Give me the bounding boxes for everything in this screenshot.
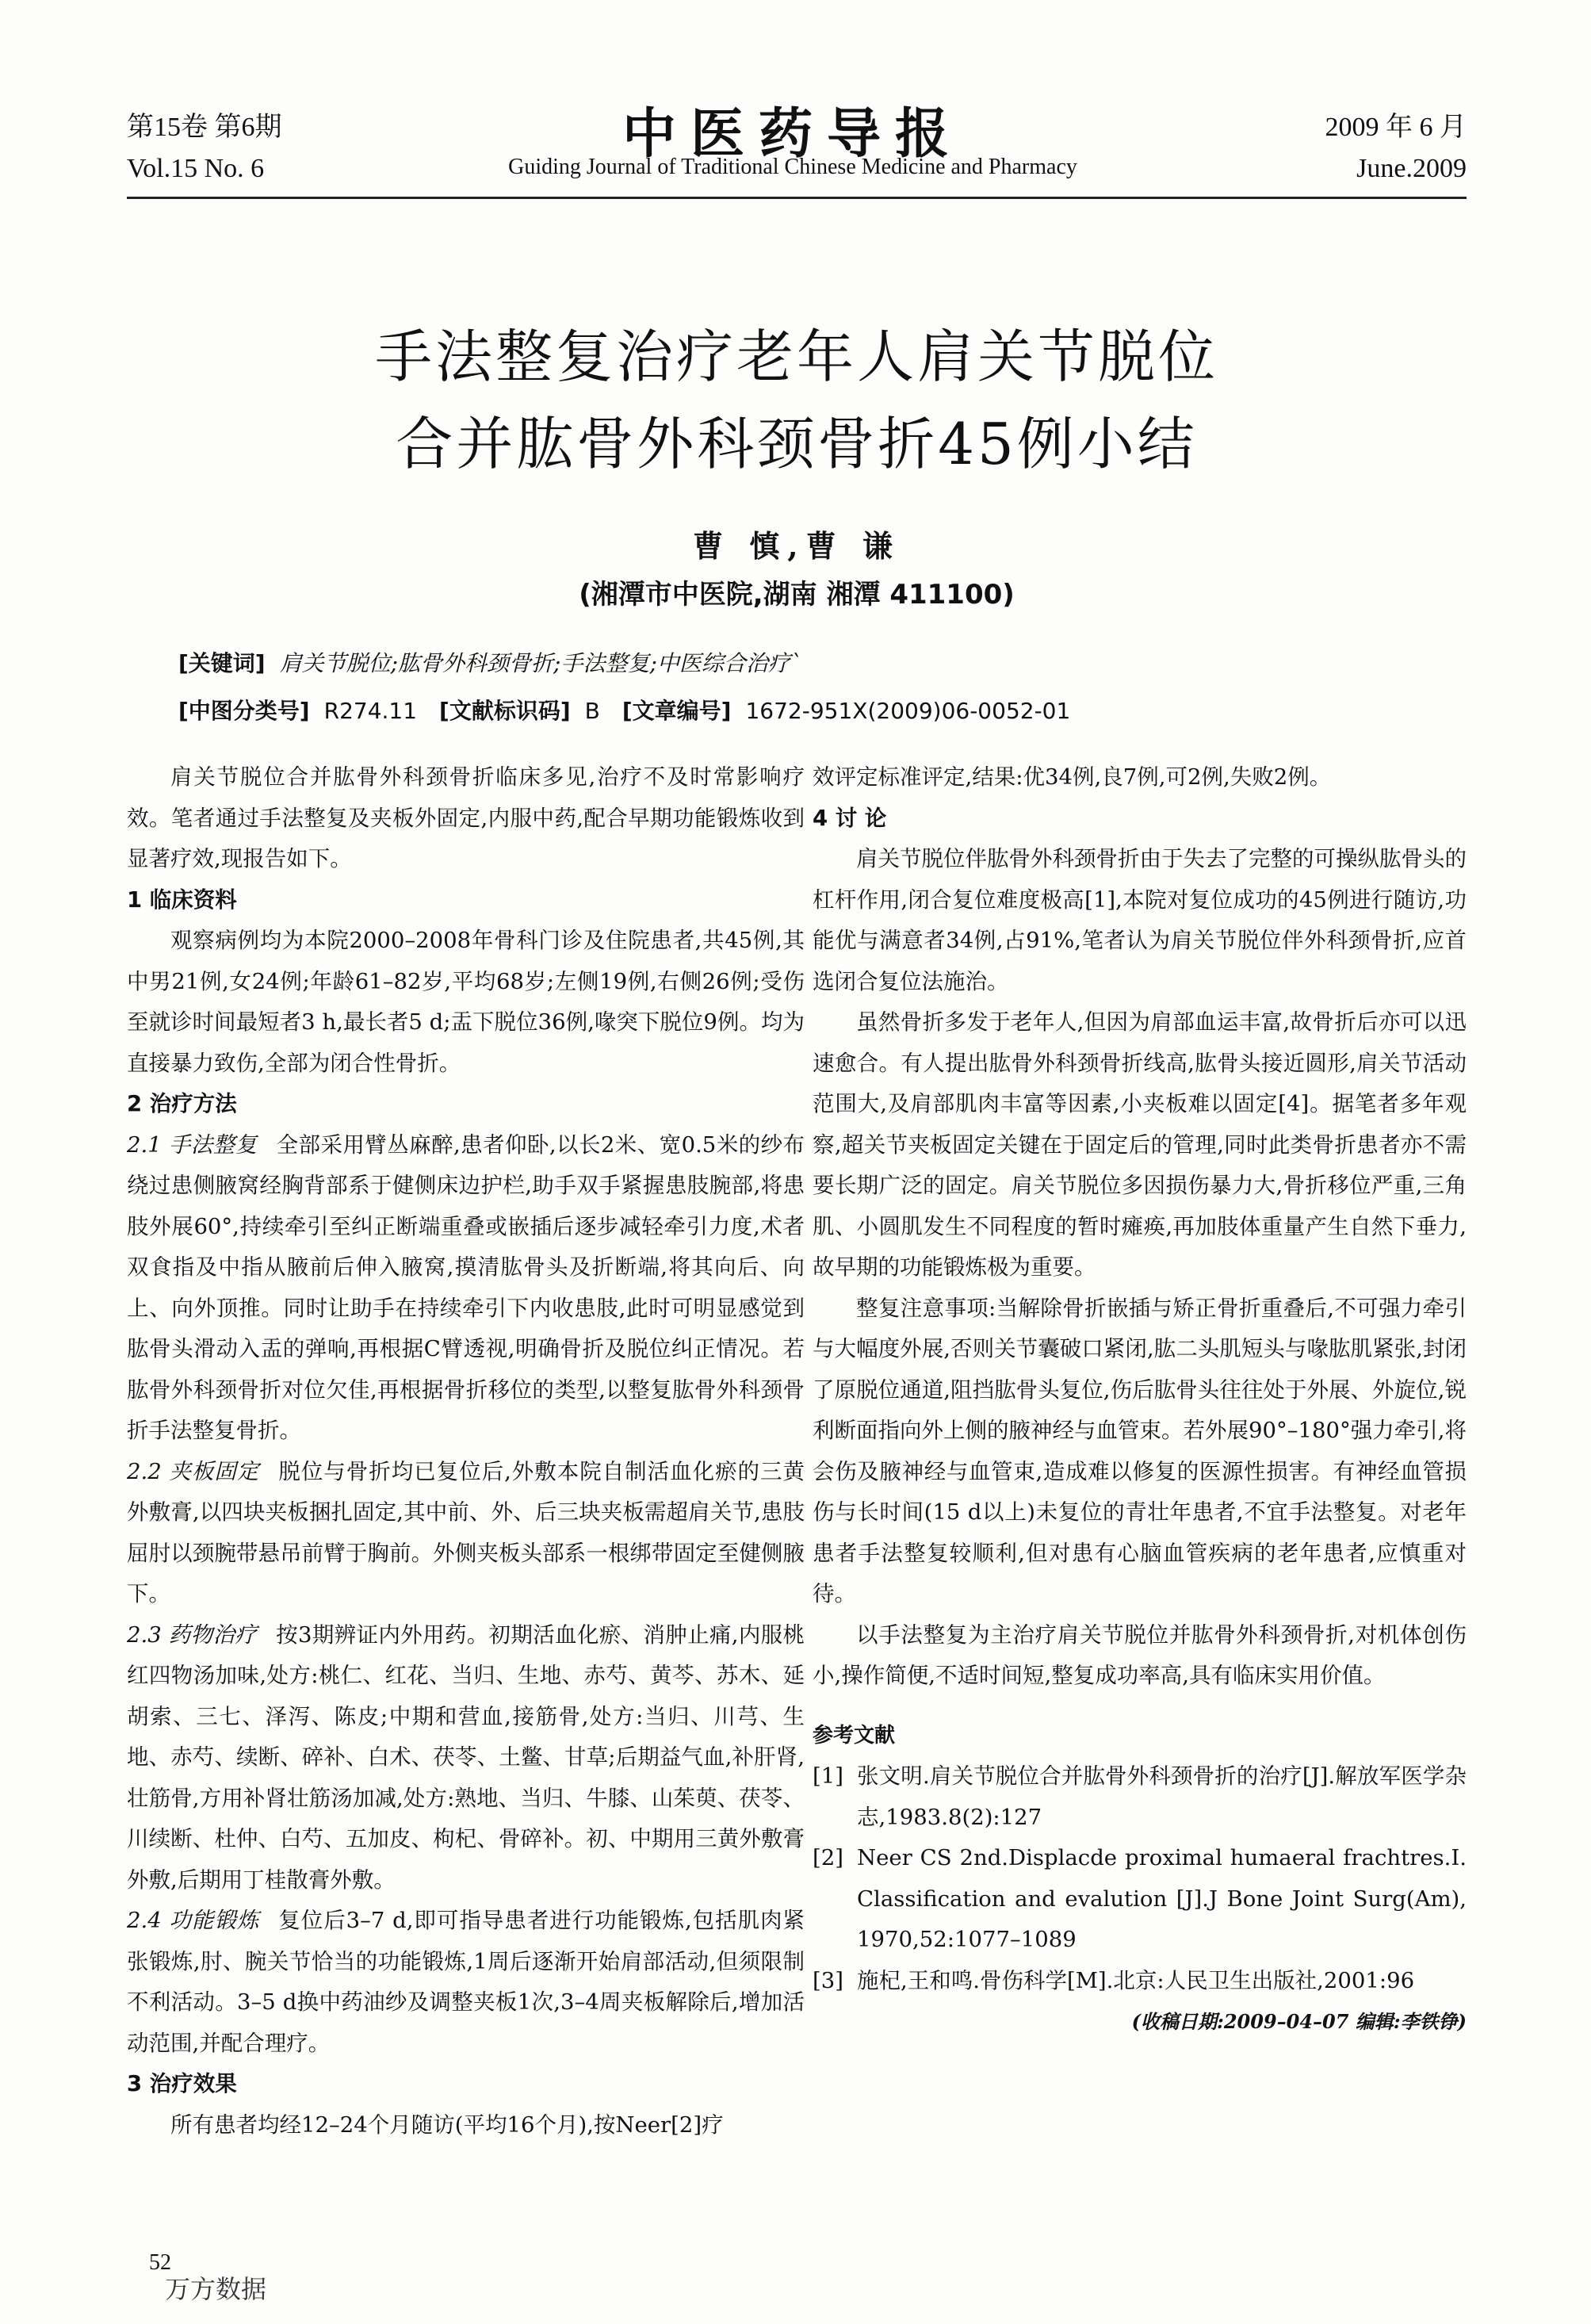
- volume-issue-en: Vol.15 No. 6: [127, 154, 265, 183]
- clc-label: [中图分类号]: [178, 698, 310, 724]
- subsection-2-2: [127, 1452, 805, 1615]
- subsection-label: 2.2 夹板固定: [127, 1458, 260, 1484]
- discussion-paragraph: 整复注意事项:当解除骨折嵌插与矫正骨折重叠后,不可强力牵引与大幅度外展,否则关节囊破口紧闭,肱二头肌短头与喙肱肌紧张,封闭了原脱位通道,阻挡肱骨头复位,伤后肱骨头往往处于外展、外旋位,锐利断面指向外上侧的腋神经与血管束。若外展90°–180°强力牵引,将会伤及腋神经与血管束,造成难以修复的医源性损害。有神经血管损伤与长时间(15 d以上)未复位的青壮年患者,不宜手法整复。对老年患者手法整复较顺利,但对患有心脑血管疾病的老年患者,应慎重对待。: [813, 1295, 1467, 1606]
- date-en: June.2009: [1356, 154, 1467, 183]
- section-heading: 2 治疗方法: [127, 1091, 237, 1116]
- reference-text: 施杞,王和鸣.骨伤科学[M].北京:人民卫生出版社,2001:96: [857, 1967, 1415, 1993]
- discussion-paragraph: 虽然骨折多发于老年人,但因为肩部血运丰富,故骨折后亦可以迅速愈合。有人提出肱骨外科颈骨折线高,肱骨头接近圆形,肩关节活动范围大,及肩部肌肉丰富等因素,小夹板难以固定[4]。据笔者多年观察,超关节夹板固定关键在于固定后的管理,同时此类骨折患者亦不需要长期广泛的固定。肩关节脱位多因损伤暴力大,骨折移位严重,三角肌、小圆肌发生不同程度的暂时瘫痪,再加肢体重量产生自然下垂力,故早期的功能锻炼极为重要。: [813, 1009, 1467, 1280]
- intro-paragraph: 肩关节脱位合并肱骨外科颈骨折临床多见,治疗不及时常影响疗效。笔者通过手法整复及夹板外固定,内服中药,配合早期功能锻炼收到显著疗效,现报告如下。: [127, 764, 805, 871]
- page-number: 52: [149, 2250, 171, 2275]
- date-cn: 2009 年 6 月: [1325, 113, 1467, 142]
- watermark-text: 万方数据: [165, 2274, 267, 2304]
- discussion-paragraph: 以手法整复为主治疗肩关节脱位并肱骨外科颈骨折,对机体创伤小,操作简便,不适时间短,整复成功率高,具有临床实用价值。: [813, 1621, 1467, 1688]
- keywords-line: [178, 644, 1463, 683]
- section-heading: 3 治疗效果: [127, 2071, 237, 2096]
- reference-item: [813, 1756, 1467, 1838]
- volume-issue-cn: 第15卷 第6期: [127, 113, 282, 142]
- references-heading: 参考文献: [813, 1723, 896, 1748]
- results-paragraph: 所有患者均经12–24个月随访(平均16个月),按Neer[2]疗: [170, 2112, 724, 2138]
- subsection-text: 按3期辨证内外用药。初期活血化瘀、消肿止痛,内服桃红四物汤加味,处方:桃仁、红花、当归、生地、赤芍、黄芩、苏木、延胡索、三七、泽泻、陈皮;中期和营血,接筋骨,处方:当归、川芎、生地、赤芍、续断、碎补、白术、茯苓、土鳖、甘草;后期益气血,补肝肾,壮筋骨,方用补肾壮筋汤加减,处方:熟地、当归、牛膝、山茱萸、茯苓、川续断、杜仲、白芍、五加皮、枸杞、骨碎补。初、中期用三黄外敷膏外敷,后期用丁桂散膏外敷。: [127, 1621, 805, 1893]
- subsection-text: 脱位与骨折均已复位后,外敷本院自制活血化瘀的三黄外敷膏,以四块夹板捆扎固定,其中前、外、后三块夹板需超肩关节,患肢屈肘以颈腕带悬吊前臂于胸前。外侧夹板头部系一根绑带固定至健侧腋下。: [127, 1458, 805, 1606]
- clc-code: R274.11: [323, 698, 418, 724]
- classification-line: [178, 691, 1463, 731]
- subsection-label: 2.1 手法整复: [127, 1131, 258, 1158]
- article-no-label: [文章编号]: [621, 698, 732, 724]
- reference-item: [813, 1838, 1467, 1961]
- right-column: [813, 757, 1467, 2043]
- keywords-label: [关键词]: [178, 650, 266, 676]
- affiliation: (湘潭市中医院,湖南 湘潭 411100): [579, 579, 1015, 611]
- section-heading: 1 临床资料: [127, 886, 237, 913]
- reference-number: [3]: [813, 1967, 843, 1993]
- journal-name-en: Guiding Journal of Traditional Chinese Medicine and Pharmacy: [508, 155, 1077, 179]
- doc-code-label: [文献标识码]: [439, 698, 571, 724]
- subsection-2-3: [127, 1615, 805, 1901]
- header-rule: [127, 197, 1467, 199]
- doc-code: B: [584, 698, 600, 724]
- subsection-text: 全部采用臂丛麻醉,患者仰卧,以长2米、宽0.5米的纱布绕过患侧腋窝经胸背部系于健侧床边护栏,助手双手紧握患肢腕部,将患肢外展60°,持续牵引至纠正断端重叠或嵌插后逐步减轻牵引力度,术者双食指及中指从腋前后伸入腋窝,摸清肱骨头及折断端,将其向后、向上、向外顶推。同时让助手在持续牵引下内收患肢,此时可明显感觉到肱骨头滑动入盂的弹响,再根据C臂透视,明确骨折及脱位纠正情况。若肱骨外科颈骨折对位欠佳,再根据骨折移位的类型,以整复肱骨外科颈骨折手法整复骨折。: [127, 1131, 805, 1443]
- subsection-text: 复位后3–7 d,即可指导患者进行功能锻炼,包括肌肉紧张锻炼,肘、腕关节恰当的功能锻炼,1周后逐渐开始肩部活动,但须限制不利活动。3–5 d换中药油纱及调整夹板1次,3–4周夹板解除后,增加活动范围,并配合理疗。: [127, 1908, 805, 2056]
- clinical-data-paragraph: 观察病例均为本院2000–2008年骨科门诊及住院患者,共45例,其中男21例,女24例;年龄61–82岁,平均68岁;左侧19例,右侧26例;受伤至就诊时间最短者3 h,最长者5 d;盂下脱位36例,喙突下脱位9例。均为直接暴力致伤,全部为闭合性骨折。: [127, 928, 805, 1076]
- article-title-line2: 合并肱骨外科颈骨折45例小结: [396, 411, 1198, 477]
- article-title-line1: 手法整复治疗老年人肩关节脱位: [374, 324, 1218, 390]
- subsection-label: 2.3 药物治疗: [127, 1621, 258, 1648]
- left-column: [127, 757, 805, 2146]
- subsection-label: 2.4 功能锻炼: [127, 1908, 260, 1933]
- reference-text: Neer CS 2nd.Displacde proximal humaeral frachtres.I. Classification and evalution [J].J Bone Joint Surg(Am), 1970,52:1077–1089: [857, 1845, 1467, 1952]
- section-heading: 4 讨 论: [813, 805, 887, 831]
- keywords: 肩关节脱位;肱骨外科颈骨折;手法整复;中医综合治疗`: [279, 650, 801, 676]
- journal-name-cn: 中医药导报: [621, 102, 963, 166]
- reference-number: [1]: [813, 1763, 843, 1789]
- discussion-paragraph: 肩关节脱位伴肱骨外科颈骨折由于失去了完整的可操纵肱骨头的杠杆作用,闭合复位难度极高[1],本院对复位成功的45例进行随访,功能优与满意者34例,占91%,笔者认为肩关节脱位伴外科颈骨折,应首选闭合复位法施治。: [813, 846, 1467, 994]
- reference-number: [2]: [813, 1845, 843, 1870]
- reference-item: [813, 1961, 1467, 2002]
- reference-text: 张文明.肩关节脱位合并肱骨外科颈骨折的治疗[J].解放军医学杂志,1983.8(2):127: [857, 1763, 1467, 1830]
- subsection-2-4: [127, 1901, 805, 2064]
- results-continued: 效评定标准评定,结果:优34例,良7例,可2例,失败2例。: [813, 764, 1332, 790]
- received-date-editor: (收稿日期:2009–04–07 编辑:李铁铮): [1131, 2010, 1467, 2033]
- authors: 曹 慎,曹 谦: [693, 528, 901, 564]
- subsection-2-1: [127, 1125, 805, 1452]
- article-no: 1672-951X(2009)06-0052-01: [745, 698, 1071, 724]
